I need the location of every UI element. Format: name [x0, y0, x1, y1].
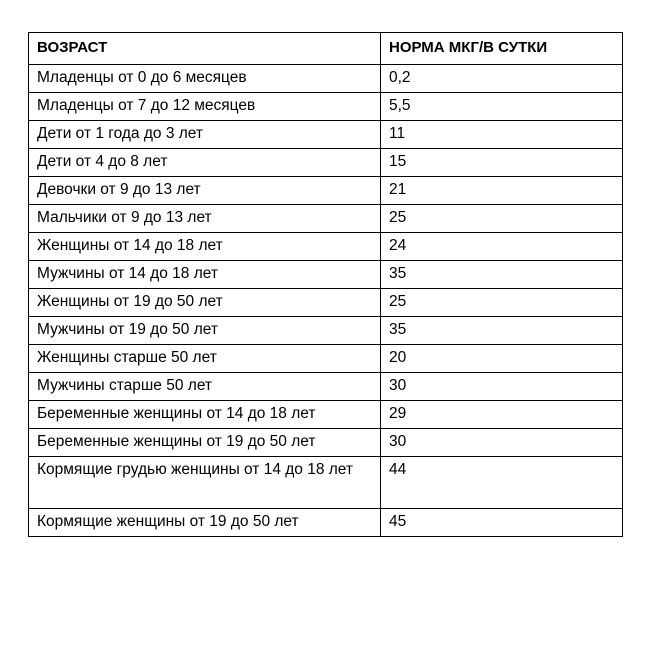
norm-cell: 30: [381, 373, 623, 401]
table-row: [29, 289, 623, 317]
age-cell: Женщины от 19 до 50 лет: [29, 289, 381, 317]
norm-table: [28, 32, 623, 537]
norm-cell: 29: [381, 401, 623, 429]
table-row: [29, 401, 623, 429]
table-row: [29, 261, 623, 289]
age-cell: Девочки от 9 до 13 лет: [29, 177, 381, 205]
norm-cell: 25: [381, 289, 623, 317]
table-row: [29, 317, 623, 345]
age-cell: Кормящие грудью женщины от 14 до 18 лет: [29, 457, 381, 509]
table-row: [29, 93, 623, 121]
table-row: [29, 457, 623, 509]
norm-cell: 35: [381, 317, 623, 345]
norm-cell: 5,5: [381, 93, 623, 121]
table-row: [29, 345, 623, 373]
table-row: [29, 149, 623, 177]
norm-cell: 11: [381, 121, 623, 149]
norm-cell: 24: [381, 233, 623, 261]
norm-cell: 21: [381, 177, 623, 205]
age-cell: Мужчины старше 50 лет: [29, 373, 381, 401]
table-row: [29, 509, 623, 537]
norm-cell: 35: [381, 261, 623, 289]
header-norm: НОРМА МКГ/В СУТКИ: [381, 33, 623, 65]
norm-cell: 0,2: [381, 65, 623, 93]
table-row: [29, 121, 623, 149]
age-cell: Младенцы от 0 до 6 месяцев: [29, 65, 381, 93]
table-row: [29, 233, 623, 261]
table-row: [29, 177, 623, 205]
table-row: [29, 373, 623, 401]
age-cell: Женщины старше 50 лет: [29, 345, 381, 373]
age-cell: Дети от 4 до 8 лет: [29, 149, 381, 177]
age-cell: Младенцы от 7 до 12 месяцев: [29, 93, 381, 121]
norm-cell: 30: [381, 429, 623, 457]
norm-cell: 25: [381, 205, 623, 233]
age-cell: Женщины от 14 до 18 лет: [29, 233, 381, 261]
header-age: ВОЗРАСТ: [29, 33, 381, 65]
norm-cell: 20: [381, 345, 623, 373]
norm-cell: 44: [381, 457, 623, 509]
age-cell: Беременные женщины от 19 до 50 лет: [29, 429, 381, 457]
age-cell: Мужчины от 19 до 50 лет: [29, 317, 381, 345]
norm-cell: 15: [381, 149, 623, 177]
table-row: [29, 205, 623, 233]
table-header-row: [29, 33, 623, 65]
age-cell: Мужчины от 14 до 18 лет: [29, 261, 381, 289]
age-cell: Дети от 1 года до 3 лет: [29, 121, 381, 149]
age-cell: Мальчики от 9 до 13 лет: [29, 205, 381, 233]
age-cell: Беременные женщины от 14 до 18 лет: [29, 401, 381, 429]
table-row: [29, 429, 623, 457]
table-row: [29, 65, 623, 93]
age-cell: Кормящие женщины от 19 до 50 лет: [29, 509, 381, 537]
norm-cell: 45: [381, 509, 623, 537]
